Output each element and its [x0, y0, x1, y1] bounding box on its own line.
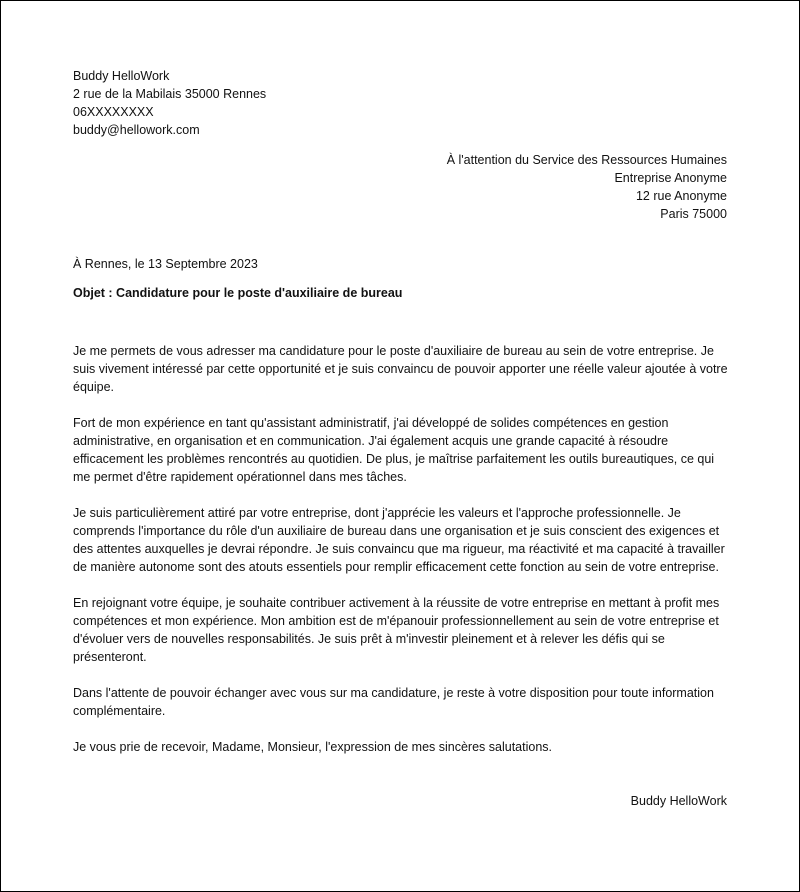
recipient-street: 12 rue Anonyme [635, 189, 727, 203]
recipient-company: Entreprise Anonyme [614, 171, 727, 185]
letter-body [73, 342, 727, 756]
sender-phone: 06XXXXXXXX [73, 105, 154, 119]
paragraph-motivation: Je suis particulièrement attiré par votre entreprise, dont j'apprécie les valeurs et l'approche professionnelle. Je comprends l'importance du rôle d'un auxiliaire de bureau dans une organisation et je suis conscient des exigences et des attentes auxquelles je devrai répondre. Je suis convaincu que ma rigueur, ma réactivité et ma capacité à travailler de manière autonome sont des atouts essentiels pour remplir efficacement cette fonction au sein de votre entreprise. [73, 506, 725, 574]
paragraph-introduction: Je me permets de vous adresser ma candidature pour le poste d'auxiliaire de bureau au sein de votre entreprise. Je suis vivement intéressé par cette opportunité et je suis convaincu de pouvoir apporter une réelle valeur ajoutée à votre équipe. [73, 344, 728, 394]
recipient-attention: À l'attention du Service des Ressources Humaines [446, 153, 727, 167]
sender-name: Buddy HelloWork [73, 69, 170, 83]
paragraph-experience: Fort de mon expérience en tant qu'assistant administratif, j'ai développé de solides compétences en gestion administrative, en organisation et en communication. J'ai également acquis une grande capacité à résoudre efficacement les problèmes rencontrés au quotidien. De plus, je maîtrise parfaitement les outils bureautiques, ce qui me permet d'être rapidement opérationnel dans mes tâches. [73, 416, 715, 484]
recipient-city: Paris 75000 [660, 207, 727, 221]
signature: Buddy HelloWork [630, 794, 727, 808]
sender-block [73, 67, 727, 139]
sender-address: 2 rue de la Mabilais 35000 Rennes [73, 87, 267, 101]
paragraph-availability: Dans l'attente de pouvoir échanger avec vous sur ma candidature, je reste à votre disposition pour toute information complémentaire. [73, 686, 714, 718]
recipient-block [73, 151, 727, 223]
date-line: À Rennes, le 13 Septembre 2023 [73, 257, 258, 271]
sender-email: buddy@hellowork.com [73, 123, 200, 137]
paragraph-closing: Je vous prie de recevoir, Madame, Monsieur, l'expression de mes sincères salutations. [73, 740, 553, 754]
paragraph-ambition: En rejoignant votre équipe, je souhaite contribuer activement à la réussite de votre entreprise en mettant à profit mes compétences et mon expérience. Mon ambition est de m'épanouir professionnellement au sein de votre entreprise et d'évoluer vers de nouvelles responsabilités. Je suis prêt à m'investir pleinement et à relever les défis qui se présenteront. [73, 596, 720, 664]
subject-line: Objet : Candidature pour le poste d'auxiliaire de bureau [73, 286, 403, 300]
